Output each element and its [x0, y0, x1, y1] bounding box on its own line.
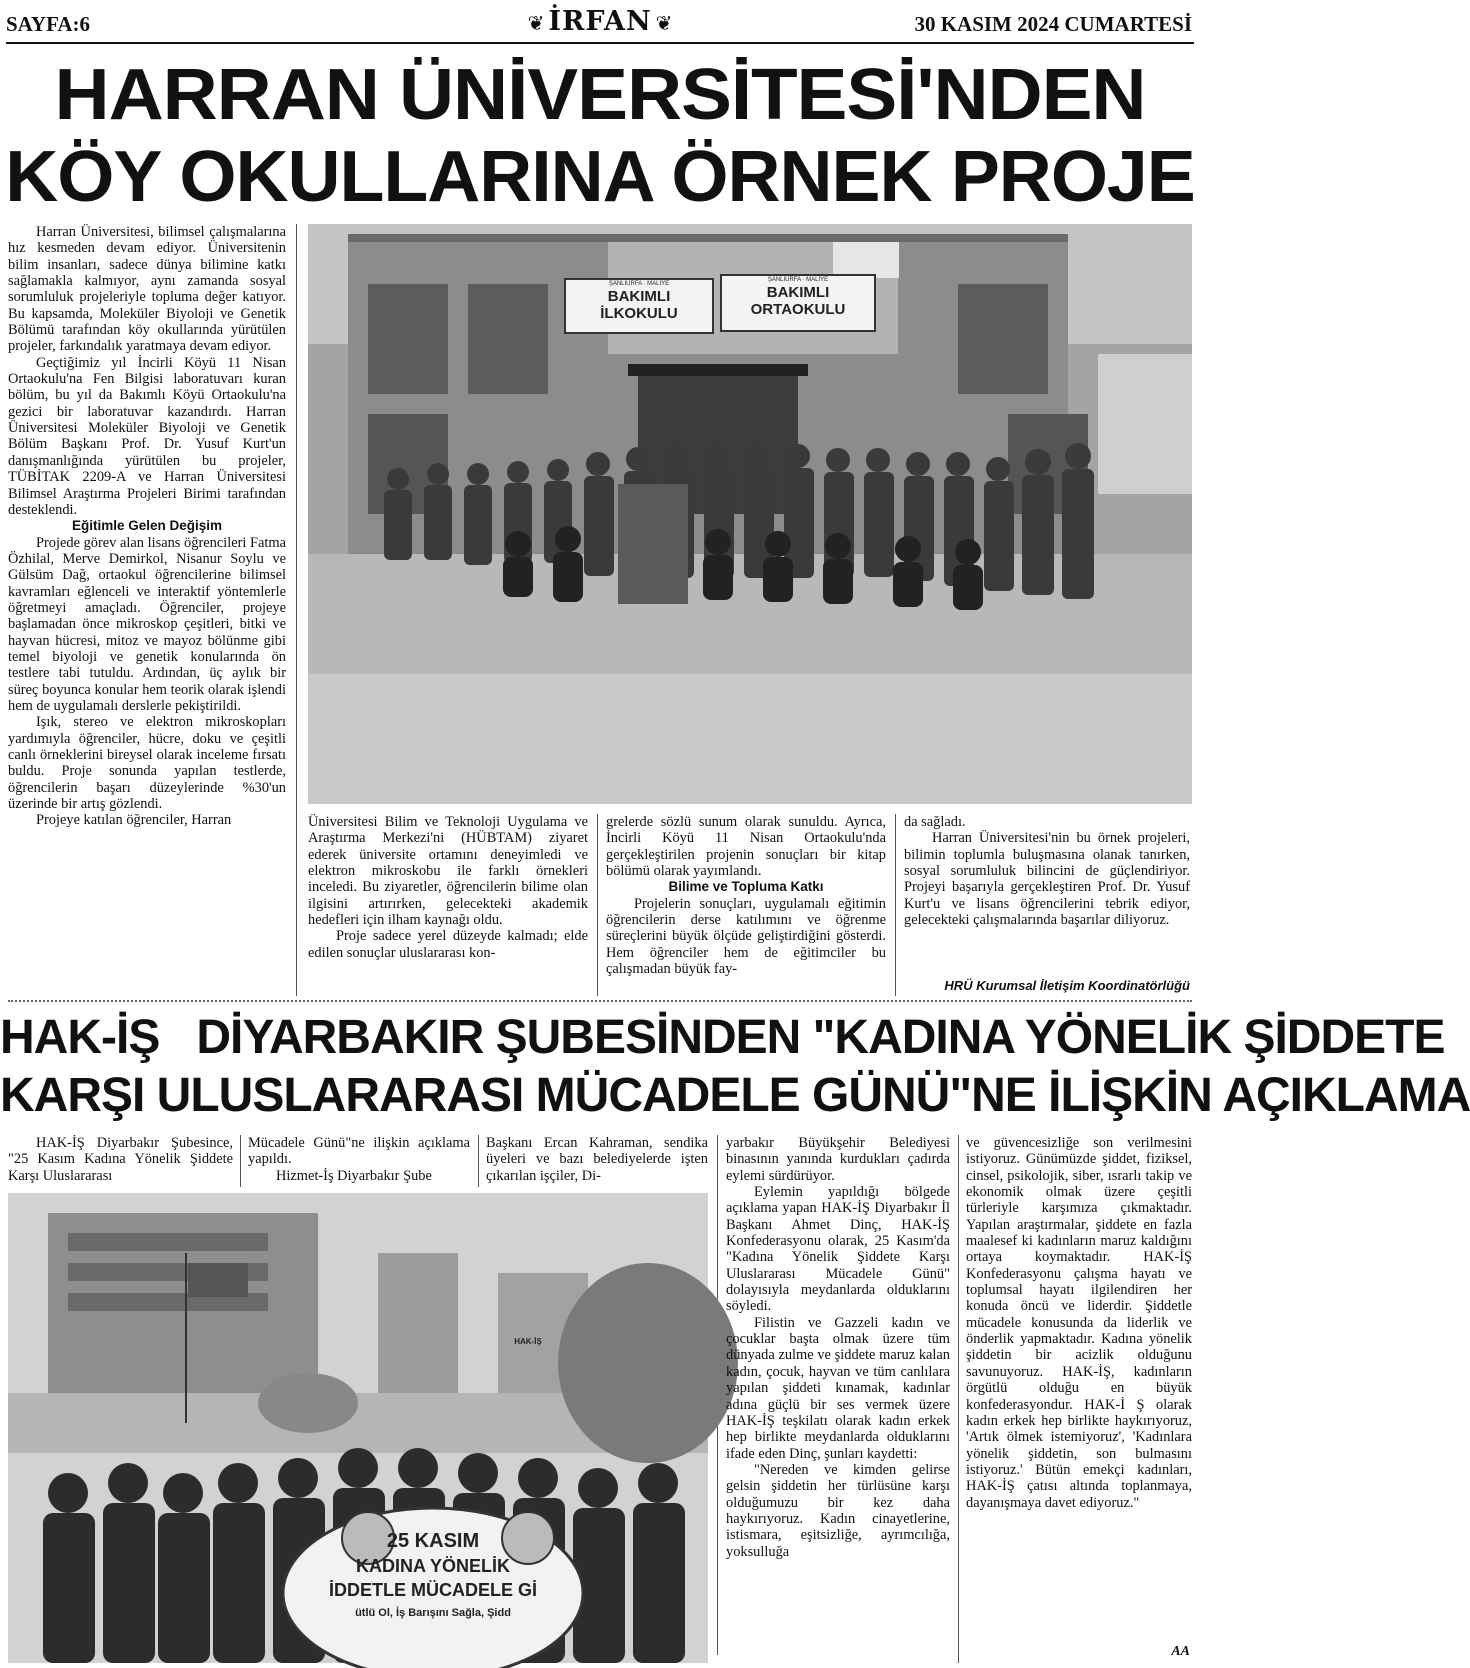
article1-headline-line2: KÖY OKULLARINA ÖRNEK PROJE	[5, 137, 1195, 217]
article2-paragraph: Mücadele Günü"ne ilişkin açıklama yapıldı.	[248, 1135, 470, 1168]
article1-column-3	[606, 814, 886, 994]
column-divider	[895, 814, 896, 996]
banner-line: KADINA YÖNELİK	[355, 1556, 510, 1576]
article2-paragraph: Başkanı Ercan Kahraman, sendika üyeleri ve bazı belediyelerde işten çıkarılan işçiler, Di-	[486, 1135, 708, 1184]
protest-banner-text	[313, 1528, 553, 1624]
article1-subheading: Eğitimle Gelen Değişim	[71, 518, 223, 534]
wheat-emblem-icon: ❦	[655, 13, 673, 35]
masthead	[0, 0, 1200, 42]
column-divider	[597, 814, 598, 996]
banner-line: 25 KASIM	[386, 1530, 480, 1552]
article1-paragraph: grelerde sözlü sunum olarak sunuldu. Ayrıca, İncirli Köyü 11 Nisan Ortaokulu'nda gerçekleştirilen projenin sonuçları bir kitap bölümü olarak yayımlandı.	[606, 814, 886, 880]
article2-paragraph: yarbakır Büyükşehir Belediyesi binasının yanında kurdukları çadırda eylemi sürdürüyor.	[726, 1135, 950, 1184]
wheat-emblem-icon: ❦	[527, 13, 545, 35]
sign-line: ORTAOKULU	[750, 301, 846, 318]
article2-headline-line1: HAK-İŞ DİYARBAKIR ŞUBESİNDEN "KADINA YÖNELİK ŞİDDETE	[0, 1011, 1445, 1064]
article1-subheading: Bilime ve Topluma Katkı	[668, 879, 824, 895]
article1-column-2	[308, 814, 588, 994]
article2-column-5	[966, 1135, 1192, 1643]
banner-line: İDDETLE MÜCADELE Gİ	[328, 1580, 537, 1600]
sign-line: BAKIMLI	[607, 288, 671, 305]
issue-date: 30 KASIM 2024 CUMARTESİ	[914, 12, 1192, 36]
article2-byline: AA	[1171, 1644, 1190, 1659]
article2-paragraph: HAK-İŞ Diyarbakır Şubesince, "25 Kasım Kadına Yönelik Şiddete Karşı Uluslararası	[8, 1135, 233, 1184]
banner-logo-label: HAK-İŞ	[514, 1337, 542, 1346]
article2-column-2	[248, 1135, 470, 1187]
article1-paragraph: Işık, stereo ve elektron mikroskopları yardımıyla öğrenciler, hücre, doku ve çeşitli canlı örneklerini bireysel olarak inceleme fırsatı buldu. Proje sonunda yapılan testlerde, öğrencilerin başarı düzeylerinde %30'un üzerinde bir artış gözlendi.	[8, 714, 286, 813]
article1-column-4	[904, 814, 1190, 976]
article1-headline-line1: HARRAN ÜNİVERSİTESİ'NDEN	[54, 55, 1146, 135]
sign-line: İLKOKULU	[600, 305, 678, 322]
article1-column-1	[8, 224, 286, 994]
page-number: SAYFA:6	[6, 12, 91, 36]
article1-paragraph: Harran Üniversitesi'nin bu örnek projeleri, bilimin toplumla buluşmasına olanak tanırken, sosyal sorumluluk bilincini de güçlendiriyor. Projeyi başarıyla gerçekleştiren Prof. Dr. Yusuf Kurt'u ve lisans öğrencilerini tebrik ediyor, gelecekteki çalışmalarında başarılar diliyoruz.	[904, 830, 1190, 929]
article1-paragraph: Harran Üniversitesi, bilimsel çalışmalarına hız kesmeden devam ediyor. Üniversitenin bilim insanları, sadece dünya bilimine katkı sağlamakla kalmıyor, aynı zamanda sosyal sorumluluk projeleriyle topluma değer katıyor. Bu kapsamda, Moleküler Biyoloji ve Genetik Bölümü tarafından köy okullarında yürütülen projeler, farkındalık yaratmaya devam ediyor.	[8, 224, 286, 355]
article1-paragraph: Projelerin sonuçları, uygulamalı eğitimin öğrencilerin derse katılımını ve öğrenme süreçlerini büyük ölçüde geliştirdiğini gösterdi. Hem öğrenciler hem de eğitimciler bu çalışmadan büyük fay-	[606, 895, 886, 978]
sign-caption: ŞANLIURFA · MALİYE	[767, 277, 829, 283]
column-divider	[958, 1135, 959, 1663]
school-sign-primary	[564, 278, 714, 334]
article2-column-1	[8, 1135, 233, 1187]
article2-photo-protest	[8, 1193, 708, 1663]
masthead-logo	[515, 6, 685, 40]
column-divider	[478, 1135, 479, 1187]
article2-column-3	[486, 1135, 708, 1187]
banner-line: ütlü Ol, İş Barışını Sağla, Şidd	[355, 1607, 511, 1619]
sign-caption: ŞANLIURFA · MALİYE	[608, 281, 670, 287]
article1-paragraph: Projede görev alan lisans öğrencileri Fatma Özhilal, Merve Demirkol, Nisanur Soylu ve Gülsüm Dağ, ortaokul öğrencilerine bilimsel kavramları eğlenceli ve interaktif yöntemlerle öğretmeyi amaçladı. Öğrenciler, projeye başlamadan önce mikroskop çeşitleri, bitki ve hayvan hücresi, mitoz ve mayoz bölünme gibi temel biyoloji ve genetik konularında ön testlere tabi tutuldu. Ardından, üç aylık bir süreç boyunca konular hem teorik olarak işlendi hem de uygulamalı derslerle pekiştirildi.	[8, 534, 286, 714]
article1-paragraph: Üniversitesi Bilim ve Teknoloji Uygulama ve Araştırma Merkezi'ni (HÜBTAM) ziyaret ederek üniversite ortamını deneyimledi ve elektron mikroskobu ile farklı örnekleri inceledi. Bu ziyaretler, öğrencilerin bilime olan ilgisini artırırken, gelecekteki akademik hedefleri için ilham kaynağı oldu.	[308, 814, 588, 929]
column-divider	[240, 1135, 241, 1187]
article1-photo-school	[308, 224, 1192, 804]
article2-headline-line2: KARŞI ULUSLARARASI MÜCADELE GÜNÜ"NE İLİŞKİN AÇIKLAMA	[0, 1069, 1470, 1122]
column-divider	[296, 224, 297, 996]
article1-paragraph: Geçtiğimiz yıl İncirli Köyü 11 Nisan Ortaokulu'na Fen Bilgisi laboratuvarı kuran bölüm, bu yıl da Bakımlı Köyü Ortaokulu'na gezici bir laboratuvar kazandırdı. Harran Üniversitesi Moleküler Biyoloji ve Genetik Bölüm Başkanı Prof. Dr. Yusuf Kurt'un danışmanlığında yürütülen bu projeler, TÜBİTAK 2209-A ve Harran Üniversitesi Bilimsel Araştırma Projeleri Birimi tarafından desteklendi.	[8, 354, 286, 518]
article1-paragraph: Proje sadece yerel düzeyde kalmadı; elde edilen sonuçlar uluslararası kon-	[308, 928, 588, 961]
article-separator	[8, 1000, 1192, 1002]
sign-line: BAKIMLI	[766, 284, 830, 301]
article2-paragraph: Eylemin yapıldığı bölgede açıklama yapan HAK-İŞ Diyarbakır İl Başkanı Ahmet Dinç, HAK-İŞ Konfederasyonu olarak, 25 Kasım'da "Kadına Yönelik Şiddete Karşı Uluslararası Mücadele Günü" dolayısıyla meydanlarda olduklarını söyledi.	[726, 1184, 950, 1315]
article2-paragraph: ve güvencesizliğe son verilmesini istiyoruz. Günümüzde şiddet, fiziksel, cinsel, psikolojik, siber, ısrarlı takip ve ekonomik olmak üzere çeşitli türleriyle karşımıza çıkmaktadır. Yapılan araştırmalar, şiddete en fazla maalesef ki kadınların maruz kaldığını ortaya koymaktadır. HAK-İŞ Konfederasyonu çalışma hayatı ve toplumsal hayatı ilgilendiren her konuda öncü ve liderdir. Şiddetle mücadele konusunda da liderlik ve önderlik yapmaktadır. Kadına yönelik şiddetin bir acizlik olduğunu savunuyoruz. HAK-İŞ, kadınların örgütlü olduğu en büyük konfederasyondur. HAK-İ Ş olarak kadın erkek hep birlikte haykırıyoruz, 'Artık ölmek istemiyoruz', 'Kadınlara yönelik şiddetin, son bulmasını istiyoruz.' Bütün emekçi kadınları, HAK-İŞ çatısı altında toplanmaya, dayanışmaya davet ediyoruz."	[966, 1135, 1192, 1511]
article2-paragraph: "Nereden ve kimden gelirse gelsin şiddetin her türlüsüne karşı olduğumuzu bir kez daha haykırıyoruz. Kadın cinayetlerine, istismara, eşitsizliğe, ayrımcılığa, yoksulluğa	[726, 1461, 950, 1560]
article2-paragraph: Hizmet-İş Diyarbakır Şube	[276, 1167, 432, 1184]
masthead-rule	[6, 42, 1194, 44]
masthead-logo-text: İRFAN	[548, 6, 652, 37]
school-sign-secondary	[720, 274, 876, 332]
article2-paragraph: Filistin ve Gazzeli kadın ve çocuklar başta olmak üzere tüm dünyada zulme ve şiddete maruz kalan kadın, çocuk, hayvan ve tüm canlılara yapılan şiddeti kınamak, kadınlar adına güçlü bir ses vermek üzere HAK-İŞ teşkilatı olarak kadın erkek hep birlikte meydanlarda olduklarını ifade eden Dinç, şunları kaydetti:	[726, 1314, 950, 1462]
article1-paragraph: Projeye katılan öğrenciler, Harran	[36, 812, 232, 829]
article2-column-4	[726, 1135, 950, 1663]
article1-byline: HRÜ Kurumsal İletişim Koordinatörlüğü	[944, 978, 1190, 993]
article1-paragraph: da sağladı.	[904, 814, 966, 830]
